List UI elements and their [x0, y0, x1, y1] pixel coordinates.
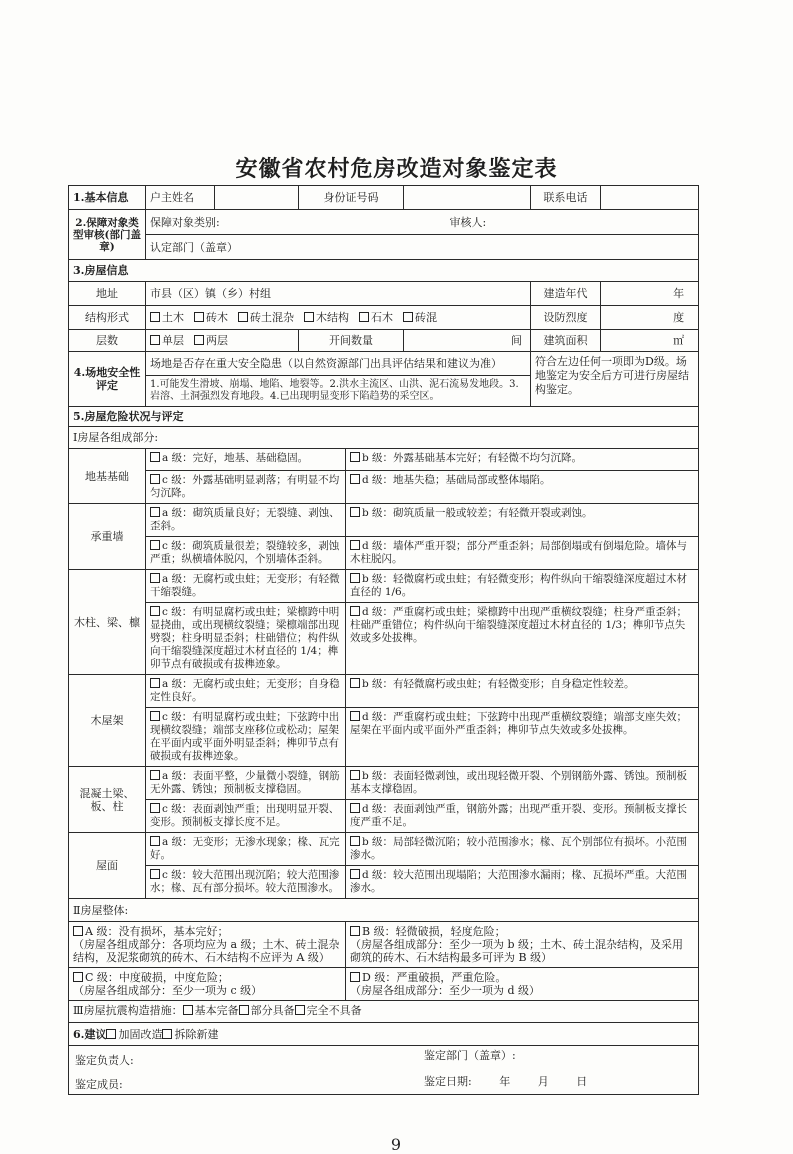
- grade-d-text: d 级：较大范围出现塌陷；大范围渗水漏雨；椽、瓦损坏严重。大范围渗水。: [350, 869, 688, 894]
- checkbox[interactable]: [239, 1005, 249, 1015]
- checkbox[interactable]: [304, 312, 314, 322]
- site-hazard-items: 1.可能发生滑坡、崩塌、地陷、地裂等。2.洪水主流区、山洪、泥石流易发地段。3.岩溶、土洞强烈发育地段。4.已出现明显变形下陷趋势的采空区。: [146, 376, 531, 407]
- checkbox-c[interactable]: [150, 803, 160, 813]
- checkbox-d[interactable]: [350, 869, 360, 879]
- structure-options: [146, 306, 531, 330]
- section-4-label: 4.场地安全性评定: [69, 352, 146, 407]
- grade-b-text: b 级：轻微腐朽或虫蛀；有轻微变形；构件纵向干缩裂缝深度超过木材直径的 1/6。: [350, 573, 688, 598]
- component-grade-b[interactable]: [346, 449, 699, 471]
- structure-option[interactable]: [359, 311, 393, 324]
- structure-option[interactable]: [403, 311, 437, 324]
- address-label: 地址: [69, 282, 146, 306]
- checkbox-d[interactable]: [350, 540, 360, 550]
- id-number-label: 身份证号码: [299, 186, 404, 210]
- grade-c-text: c 级：有明显腐朽或虫蛀；梁檩跨中明显挠曲，或出现横纹裂缝；梁檩端部出现劈裂；柱身明显歪斜；柱础错位；构件纵向干缩裂缝深度超过木材直径的 1/4；榫卯节点有破损或有拔榫迹象。: [150, 606, 340, 670]
- component-grade-c[interactable]: [146, 708, 346, 767]
- intensity-unit: 度: [673, 311, 685, 324]
- checkbox-d[interactable]: [350, 803, 360, 813]
- checkbox-a[interactable]: [150, 836, 160, 846]
- area-field[interactable]: [601, 330, 699, 352]
- component-grade-a[interactable]: [146, 504, 346, 537]
- structure-option-label: 砖土混杂: [250, 311, 294, 324]
- appraisal-form: [68, 186, 698, 1154]
- floors-option[interactable]: [150, 334, 184, 347]
- suggestion-option-label: 拆除新建: [174, 1027, 219, 1041]
- checkbox-C[interactable]: [73, 972, 83, 982]
- component-name: 木柱、梁、檩: [69, 570, 146, 675]
- component-grade-b[interactable]: [346, 767, 699, 800]
- dept-row[interactable]: 认定部门（盖章）: [146, 235, 699, 260]
- section-6-table: [68, 1022, 699, 1095]
- bays-field[interactable]: [404, 330, 531, 352]
- section-1-label: 1.基本信息: [69, 186, 146, 210]
- section-2-table: [68, 209, 699, 260]
- checkbox-d[interactable]: [350, 711, 360, 721]
- checkbox[interactable]: [295, 1005, 305, 1015]
- dept-stamp-label: 鉴定部门（盖章）:: [424, 1049, 516, 1062]
- grade-d-text: d 级：墙体严重开裂；部分严重歪斜；局部倒塌或有倒塌危险。墙体与木柱脱闪。: [350, 540, 688, 565]
- date-label: 鉴定日期:: [424, 1075, 472, 1088]
- checkbox-c[interactable]: [150, 606, 160, 616]
- checkbox-a[interactable]: [150, 452, 160, 462]
- section-6-row: [69, 1023, 699, 1046]
- component-grade-d[interactable]: [346, 537, 699, 570]
- checkbox-b[interactable]: [350, 507, 360, 517]
- section-5-label: 5.房屋危险状况与评定: [69, 407, 699, 427]
- address-field[interactable]: 市县（区）镇（乡）村组: [146, 282, 531, 306]
- overall-grade-D[interactable]: [346, 968, 699, 1001]
- floors-options: [146, 330, 299, 352]
- component-grade-c[interactable]: [146, 537, 346, 570]
- checkbox-d[interactable]: [350, 474, 360, 484]
- date-day: 日: [576, 1075, 588, 1088]
- bays-unit: 间: [511, 334, 522, 347]
- grade-d-text: d 级：严重腐朽或虫蛀；下弦跨中出现严重横纹裂缝；端部支座失效；屋架在平面内或平面外严重歪斜；榫卯节点失效或多处拔榫。: [350, 711, 688, 736]
- checkbox[interactable]: [359, 312, 369, 322]
- part3-row: [69, 1001, 699, 1023]
- section-4-table: [68, 351, 699, 407]
- intensity-field[interactable]: [601, 306, 699, 330]
- checkbox-b[interactable]: [350, 770, 360, 780]
- overall-grade-C[interactable]: [69, 968, 346, 1001]
- component-grade-c[interactable]: [146, 471, 346, 504]
- section-6-label: 6.建议: [73, 1027, 107, 1041]
- component-grade-a[interactable]: [146, 675, 346, 708]
- date-row: [424, 1075, 587, 1088]
- overall-grade-B[interactable]: [346, 922, 699, 968]
- suggestion-option-label: 加固改造: [118, 1027, 163, 1041]
- checkbox-c[interactable]: [150, 869, 160, 879]
- reviewer-label[interactable]: 审核人:: [446, 210, 699, 235]
- checkbox-B[interactable]: [350, 926, 360, 936]
- grade-b-text: b 级：砌筑质量一般或较差；有轻微开裂或剥蚀。: [362, 507, 593, 519]
- checkbox[interactable]: [162, 1029, 172, 1039]
- grade-a-text: a 级：砌筑质量良好；无裂缝、剥蚀、歪斜。: [150, 507, 340, 532]
- component-grade-b[interactable]: [346, 570, 699, 603]
- overall-table: [68, 898, 699, 1023]
- floors-option[interactable]: [194, 334, 228, 347]
- structure-option-label: 石木: [371, 311, 393, 324]
- section-3-table: [68, 259, 699, 352]
- page-number: 9: [390, 1135, 402, 1154]
- area-label: 建筑面积: [531, 330, 601, 352]
- checkbox-A[interactable]: [73, 926, 83, 936]
- part3-label: Ⅲ房屋抗震构造措施：: [73, 1004, 183, 1017]
- component-grade-d[interactable]: [346, 866, 699, 899]
- structure-option-label: 土木: [162, 311, 184, 324]
- component-grade-a[interactable]: [146, 767, 346, 800]
- grade-D-text: D 级：严重破损，严重危险。: [362, 971, 507, 984]
- checkbox-c[interactable]: [150, 711, 160, 721]
- component-grade-a[interactable]: [146, 570, 346, 603]
- component-name: 承重墙: [69, 504, 146, 570]
- grade-C-text: C 级：中度破损，中度危险；: [85, 971, 229, 984]
- floors-option-label: 单层: [162, 334, 184, 347]
- checkbox[interactable]: [194, 312, 204, 322]
- suggestion-option[interactable]: [106, 1028, 162, 1041]
- checkbox[interactable]: [403, 312, 413, 322]
- grade-A-note: （房屋各组成部分：各项均应为 a 级；土木、砖土混杂结构，及泥浆砌筑的砖木、石木结构不应评为 A 级）: [73, 938, 340, 964]
- component-name: 地基基础: [69, 449, 146, 504]
- checkbox-a[interactable]: [150, 770, 160, 780]
- seismic-option-label: 基本完备: [194, 1004, 239, 1017]
- year-unit: 年: [673, 287, 685, 300]
- section-1-table: [68, 185, 699, 210]
- component-grade-a[interactable]: [146, 449, 346, 471]
- checkbox[interactable]: [194, 335, 204, 345]
- grade-c-text: c 级：较大范围出现沉陷；较大范围渗水；椽、瓦有部分损坏。较大范围渗水。: [150, 869, 340, 894]
- component-name: 混凝土梁、板、柱: [69, 767, 146, 833]
- checkbox[interactable]: [183, 1005, 193, 1015]
- grade-a-text: a 级：完好，地基、基础稳固。: [162, 452, 309, 464]
- checkbox[interactable]: [150, 335, 160, 345]
- id-number-field[interactable]: [404, 186, 531, 210]
- checkbox-b[interactable]: [350, 573, 360, 583]
- component-grade-c[interactable]: [146, 603, 346, 675]
- grade-b-text: b 级：外露基础基本完好；有轻微不均匀沉降。: [362, 452, 583, 464]
- date-month: 月: [537, 1075, 549, 1088]
- seismic-option-label: 完全不具备: [306, 1004, 362, 1017]
- part2-label: Ⅱ房屋整体:: [69, 899, 699, 922]
- year-field[interactable]: [601, 282, 699, 306]
- structure-option-label: 木结构: [316, 311, 349, 324]
- seismic-option-label: 部分具备: [250, 1004, 295, 1017]
- members-label: 鉴定成员:: [75, 1078, 123, 1091]
- grade-C-note: （房屋各组成部分：至少一项为 c 级）: [73, 984, 263, 997]
- area-unit: ㎡: [673, 334, 685, 347]
- owner-name-field[interactable]: [215, 186, 299, 210]
- grade-b-text: b 级：局部轻微沉陷；较小范围渗水；椽、瓦个别部位有损坏。小范围渗水。: [350, 836, 688, 861]
- grade-D-note: （房屋各组成部分：至少一项为 d 级）: [350, 984, 541, 997]
- structure-option[interactable]: [150, 311, 184, 324]
- grade-a-text: a 级：无变形；无渗水现象；椽、瓦完好。: [150, 836, 340, 861]
- checkbox-a[interactable]: [150, 573, 160, 583]
- grade-B-text: B 级：轻微破损，轻度危险；: [362, 925, 506, 938]
- year-label: 建造年代: [531, 282, 601, 306]
- structure-label: 结构形式: [69, 306, 146, 330]
- component-grade-c[interactable]: [146, 866, 346, 899]
- part1-label: Ⅰ房屋各组成部分:: [69, 427, 699, 449]
- structure-option[interactable]: [238, 311, 294, 324]
- date-year: 年: [499, 1075, 511, 1088]
- phone-label: 联系电话: [531, 186, 601, 210]
- site-hazard-question: 场地是否存在重大安全隐患（以自然资源部门出具评估结果和建议为准）: [146, 352, 531, 376]
- checkbox-b[interactable]: [350, 678, 360, 688]
- grade-d-text: d 级：表面剥蚀严重，钢筋外露；出现严重开裂、变形。预制板支撑长度严重不足。: [350, 803, 688, 828]
- section-2-label: 2.保障对象类型审核(部门盖章): [69, 210, 146, 260]
- overall-grade-A[interactable]: [69, 922, 346, 968]
- structure-option[interactable]: [304, 311, 349, 324]
- component-grade-d[interactable]: [346, 800, 699, 833]
- checkbox-c[interactable]: [150, 540, 160, 550]
- grade-c-text: c 级：外露基础明显剥落；有明显不均匀沉降。: [150, 474, 340, 499]
- grade-d-text: d 级：严重腐朽或虫蛀；梁檩跨中出现严重横纹裂缝；柱身严重歪斜；柱础严重错位；构件纵向干缩裂缝深度超过木材直径的 1/3；榫卯节点失效或多处拔榫。: [350, 606, 688, 644]
- component-grade-b[interactable]: [346, 833, 699, 866]
- checkbox[interactable]: [106, 1029, 116, 1039]
- floors-option-label: 两层: [206, 334, 228, 347]
- floors-label: 层数: [69, 330, 146, 352]
- intensity-label: 设防烈度: [531, 306, 601, 330]
- checkbox[interactable]: [238, 312, 248, 322]
- grade-b-text: b 级：表面轻微剥蚀，或出现轻微开裂、个别钢筋外露、锈蚀。预制板基本支撑稳固。: [350, 770, 688, 795]
- phone-field[interactable]: [601, 186, 699, 210]
- grade-c-text: c 级：有明显腐朽或虫蛀；下弦跨中出现横纹裂缝；端部支座移位或松动；屋架在平面内或平面外明显歪斜；榫卯节点有破损或有拔榫迹象。: [150, 711, 340, 762]
- component-grade-b[interactable]: [346, 504, 699, 537]
- component-grade-d[interactable]: [346, 603, 699, 675]
- checkbox-D[interactable]: [350, 972, 360, 982]
- category-label[interactable]: 保障对象类别:: [146, 210, 446, 235]
- seismic-option[interactable]: [239, 1004, 295, 1017]
- signature-area: [69, 1046, 699, 1095]
- grade-B-note: （房屋各组成部分：至少一项为 b 级；土木、砖土混杂结构，及采用砌筑的砖木、石木结构最多可评为 B 级）: [350, 938, 684, 964]
- grade-c-text: c 级：砌筑质量很差；裂缝较多，剥蚀严重；纵横墙体脱闪，个别墙体歪斜。: [150, 540, 340, 565]
- form-title: 安徽省农村危房改造对象鉴定表: [235, 156, 558, 182]
- seismic-option[interactable]: [183, 1004, 239, 1017]
- component-name: 屋面: [69, 833, 146, 899]
- suggestion-option[interactable]: [162, 1028, 218, 1041]
- grade-a-text: a 级：无腐朽或虫蛀；无变形；有轻微干缩裂缝。: [150, 573, 340, 598]
- section-5-table: [68, 406, 699, 899]
- component-grade-c[interactable]: [146, 800, 346, 833]
- grade-a-text: a 级：无腐朽或虫蛀；无变形；自身稳定性良好。: [150, 678, 340, 703]
- component-grade-d[interactable]: [346, 471, 699, 504]
- structure-option[interactable]: [194, 311, 228, 324]
- structure-option-label: 砖混: [415, 311, 437, 324]
- checkbox-d[interactable]: [350, 606, 360, 616]
- section-3-label: 3.房屋信息: [69, 260, 699, 282]
- seismic-option[interactable]: [295, 1004, 362, 1017]
- component-name: 木屋架: [69, 675, 146, 767]
- structure-option-label: 砖木: [206, 311, 228, 324]
- checkbox-b[interactable]: [350, 452, 360, 462]
- site-note: 符合左边任何一项即为D级。场地鉴定为安全后方可进行房屋结构鉴定。: [531, 352, 699, 407]
- component-grade-b[interactable]: [346, 675, 699, 708]
- component-grade-d[interactable]: [346, 708, 699, 767]
- grade-d-text: d 级：地基失稳；基础局部或整体塌陷。: [362, 474, 551, 486]
- checkbox[interactable]: [150, 312, 160, 322]
- bays-label: 开间数量: [299, 330, 404, 352]
- grade-A-text: A 级：没有损坏，基本完好；: [85, 925, 229, 938]
- grade-a-text: a 级：表面平整，少量微小裂缝，钢筋无外露、锈蚀；预制板支撑稳固。: [150, 770, 340, 795]
- checkbox-a[interactable]: [150, 678, 160, 688]
- checkbox-a[interactable]: [150, 507, 160, 517]
- grade-c-text: c 级：表面剥蚀严重；出现明显开裂、变形。预制板支撑长度不足。: [150, 803, 340, 828]
- component-grade-a[interactable]: [146, 833, 346, 866]
- grade-b-text: b 级：有轻微腐朽或虫蛀；有轻微变形；自身稳定性较差。: [362, 678, 635, 690]
- owner-name-label: 户主姓名: [146, 186, 215, 210]
- lead-label: 鉴定负责人:: [75, 1054, 134, 1067]
- checkbox-b[interactable]: [350, 836, 360, 846]
- checkbox-c[interactable]: [150, 474, 160, 484]
